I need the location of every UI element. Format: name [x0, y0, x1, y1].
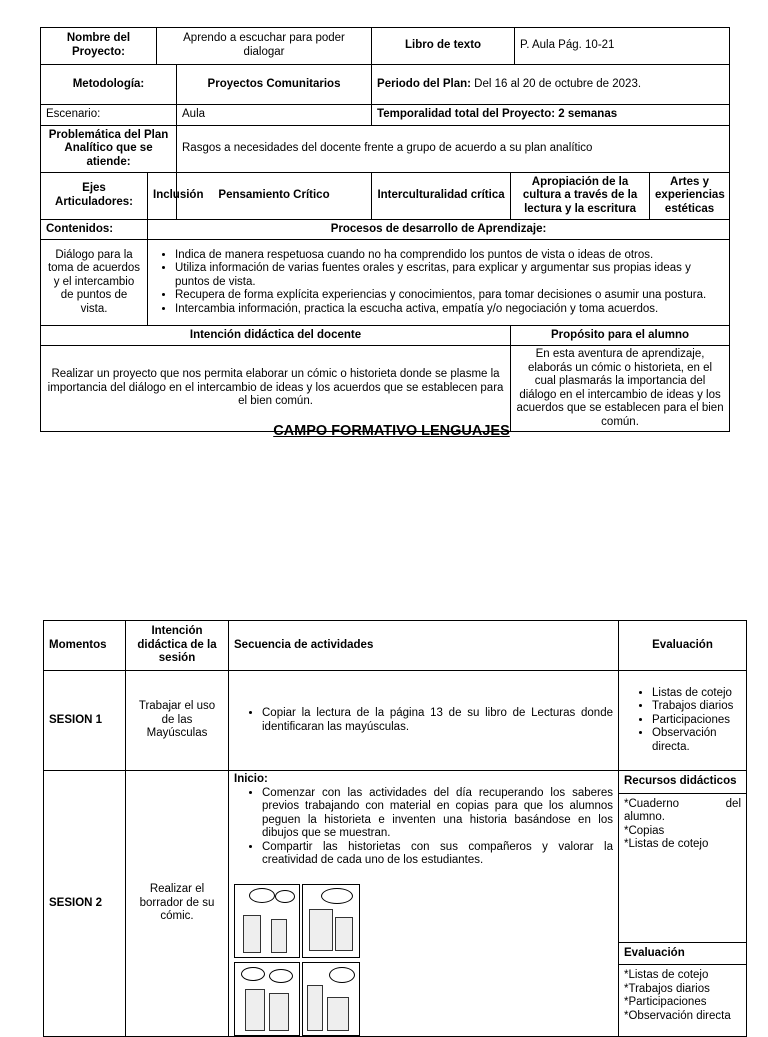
evaluation-item: • Observación directa. [652, 727, 741, 754]
character-figure [327, 997, 349, 1031]
session-2-label: SESION 2 [44, 771, 126, 1037]
header-session-intent: Intención didáctica de la sesión [126, 621, 229, 671]
scenario-value: Aula [177, 105, 372, 126]
speech-bubble-icon [275, 890, 295, 903]
comic-panel [302, 962, 360, 1036]
character-figure [309, 909, 333, 951]
character-figure [335, 917, 353, 951]
evaluation-item: • Listas de cotejo [652, 687, 741, 701]
session-2-activity: • Compartir las historietas con sus compañeros y valorar la creatividad de cada uno de los estudiantes. [262, 841, 613, 868]
problem-value: Rasgos a necesidades del docente frente a grupo de acuerdo a su plan analítico [177, 126, 730, 173]
axis-interculturality: Interculturalidad crítica [372, 173, 511, 220]
speech-bubble-icon [241, 967, 265, 981]
session-1-intent: Trabajar el uso de las Mayúsculas [126, 671, 229, 771]
plan-period-label: Periodo del Plan: [377, 77, 471, 90]
resource-item: *Cuaderno del alumno. [624, 797, 741, 824]
speech-bubble-icon [329, 967, 355, 983]
process-item: • Recupera de forma explícita experiencias y conocimientos, para tomar decisiones o asumir una postura. [175, 289, 724, 303]
character-figure [243, 915, 261, 953]
process-item: • Indica de manera respetuosa cuando no ha comprendido los puntos de vista o ideas de otros. [175, 249, 724, 263]
student-purpose-label: Propósito para el alumno [511, 326, 730, 346]
campo-formativo-title: CAMPO FORMATIVO LENGUAJES [273, 423, 510, 439]
header-moments: Momentos [44, 621, 126, 671]
building-figure [307, 985, 323, 1031]
resources-label: Recursos didácticos [619, 771, 746, 794]
student-purpose-value: En esta aventura de aprendizaje, elaborás un cómic o historieta, en el cual plasmarás la importancia del diálogo en el intercambio de ideas y los acuerdos que se establecen para el bien común. [511, 346, 730, 432]
project-table [40, 27, 730, 432]
session-2-activity-cell [229, 771, 619, 1037]
session-1-activity: • Copiar la lectura de la página 13 de su libro de Lecturas donde identificaran las mayúsculas. [262, 707, 613, 734]
project-name-value: Aprendo a escuchar para poder dialogar [157, 28, 372, 65]
character-figure [271, 919, 287, 953]
speech-bubble-icon [249, 888, 275, 903]
process-label: Procesos de desarrollo de Aprendizaje: [148, 220, 730, 240]
comic-panel [234, 884, 300, 958]
textbook-value: P. Aula Pág. 10-21 [515, 28, 730, 65]
teacher-intent-value: Realizar un proyecto que nos permita elaborar un cómic o historieta donde se plasme la importancia del diálogo en el intercambio de ideas y los acuerdos que se establecen para el bien común. [41, 346, 511, 432]
evaluation-item: *Observación directa [624, 1009, 731, 1022]
teacher-intent-label: Intención didáctica del docente [41, 326, 511, 346]
header-evaluation: Evaluación [619, 621, 747, 671]
process-list [153, 249, 724, 317]
comic-worksheet-image [234, 884, 364, 1034]
process-list-cell [148, 240, 730, 326]
project-temporality: Temporalidad total del Proyecto: 2 semanas [372, 105, 730, 126]
evaluation-item: *Listas de cotejo [624, 969, 709, 982]
textbook-label: Libro de texto [372, 28, 515, 65]
session-2-evaluation-list [619, 965, 746, 1027]
comic-panel [302, 884, 360, 958]
character-figure [245, 989, 265, 1031]
speech-bubble-icon [269, 969, 293, 983]
axis-inclusion: Inclusión [148, 173, 177, 220]
resources-list [619, 794, 746, 942]
evaluation-item: • Trabajos diarios [652, 700, 741, 714]
project-name-label: Nombre del Proyecto: [41, 28, 157, 65]
process-item: • Intercambia información, practica la escucha activa, empatía y/o negociación y toma acuerdos. [175, 303, 724, 317]
plan-period [372, 65, 730, 105]
problem-label: Problemática del Plan Analítico que se atiende: [41, 126, 177, 173]
character-figure [269, 993, 289, 1031]
scenario-label: Escenario: [41, 105, 177, 126]
session-1-label: SESION 1 [44, 671, 126, 771]
axis-reading-writing: Apropiación de la cultura a través de la lectura y la escritura [511, 173, 650, 220]
methodology-value: Proyectos Comunitarios [177, 65, 372, 105]
process-item: • Utiliza información de varias fuentes orales y escritas, para explicar y argumentar sus propias ideas y puntos de vista. [175, 262, 724, 289]
session-2-evaluation-label: Evaluación [619, 942, 746, 966]
session-2-side-cell [619, 771, 747, 1037]
resource-item: *Listas de cotejo [624, 838, 709, 851]
session-2-intent: Realizar el borrador de su cómic. [126, 771, 229, 1037]
axis-critical-thinking: Pensamiento Crítico [177, 173, 372, 220]
plan-period-value: Del 16 al 20 de octubre de 2023. [474, 77, 642, 90]
axes-label: Ejes Articuladores: [41, 173, 148, 220]
contents-value: Diálogo para la toma de acuerdos y el intercambio de puntos de vista. [41, 240, 148, 326]
evaluation-item: *Trabajos diarios [624, 982, 710, 995]
axis-arts: Artes y experiencias estéticas [650, 173, 730, 220]
evaluation-item: *Participaciones [624, 996, 707, 1009]
methodology-label: Metodología: [41, 65, 177, 105]
sessions-table [43, 620, 747, 1037]
contents-label: Contenidos: [41, 220, 148, 240]
session-2-start-label: Inicio: [234, 773, 268, 785]
evaluation-item: • Participaciones [652, 714, 741, 728]
speech-bubble-icon [321, 888, 353, 904]
header-activity-sequence: Secuencia de actividades [229, 621, 619, 671]
session-2-activity: • Comenzar con las actividades del día recuperando los saberes previos trabajando con material en copias para que los alumnos peguen la historieta e inventen una historia basándose en los dibujos que se muestran. [262, 787, 613, 841]
session-1-activity-cell [229, 671, 619, 771]
session-1-evaluation-cell [619, 671, 747, 771]
resource-item: *Copias [624, 824, 665, 837]
comic-panel [234, 962, 300, 1036]
